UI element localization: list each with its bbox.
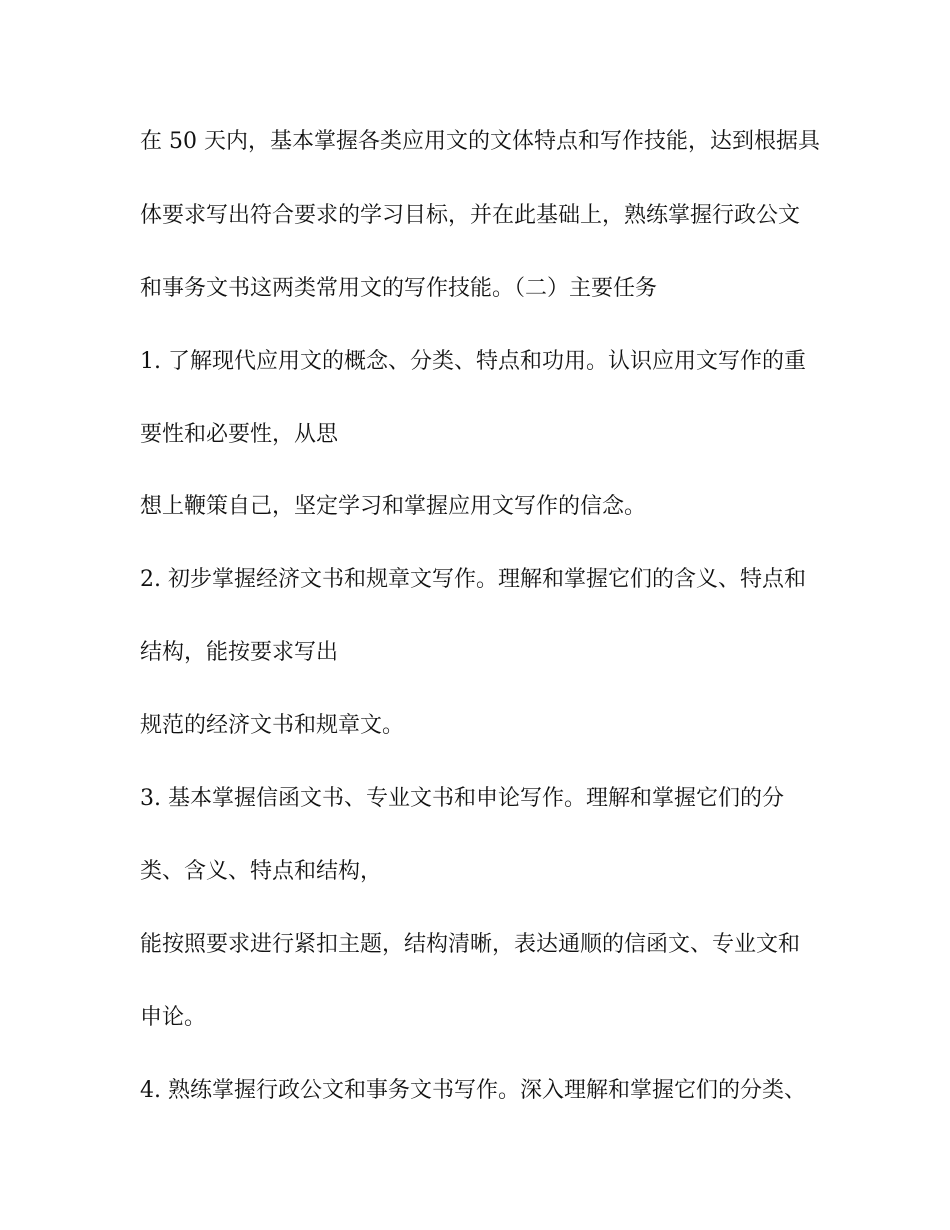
text-line: 想上鞭策自己，坚定学习和掌握应用文写作的信念。 [140, 494, 647, 519]
text-line: 3. 基本掌握信函文书、专业文书和申论写作。理解和掌握它们的分 [140, 786, 784, 811]
text-line: 4. 熟练掌握行政公文和事务文书写作。深入理解和掌握它们的分类、 [140, 1078, 806, 1103]
text-line: 和事务文书这两类常用文的写作技能。（二）主要任务 [140, 276, 658, 301]
text-line: 体要求写出符合要求的学习目标，并在此基础上，熟练掌握行政公文 [140, 203, 801, 228]
text-line: 申论。 [140, 1005, 207, 1030]
text-line: 要性和必要性，从思 [140, 422, 339, 447]
text-line: 类、含义、特点和结构， [140, 859, 383, 884]
text-line: 2. 初步掌握经济文书和规章文写作。理解和掌握它们的含义、特点和 [140, 567, 806, 592]
text-line: 1. 了解现代应用文的概念、分类、特点和功用。认识应用文写作的重 [140, 349, 806, 374]
text-line: 能按照要求进行紧扣主题，结构清晰，表达通顺的信函文、专业文和 [140, 932, 801, 957]
text-line: 结构，能按要求写出 [140, 640, 339, 665]
text-line: 在 50 天内，基本掌握各类应用文的文体特点和写作技能，达到根据具 [140, 129, 820, 154]
text-line: 规范的经济文书和规章文。 [140, 713, 405, 738]
